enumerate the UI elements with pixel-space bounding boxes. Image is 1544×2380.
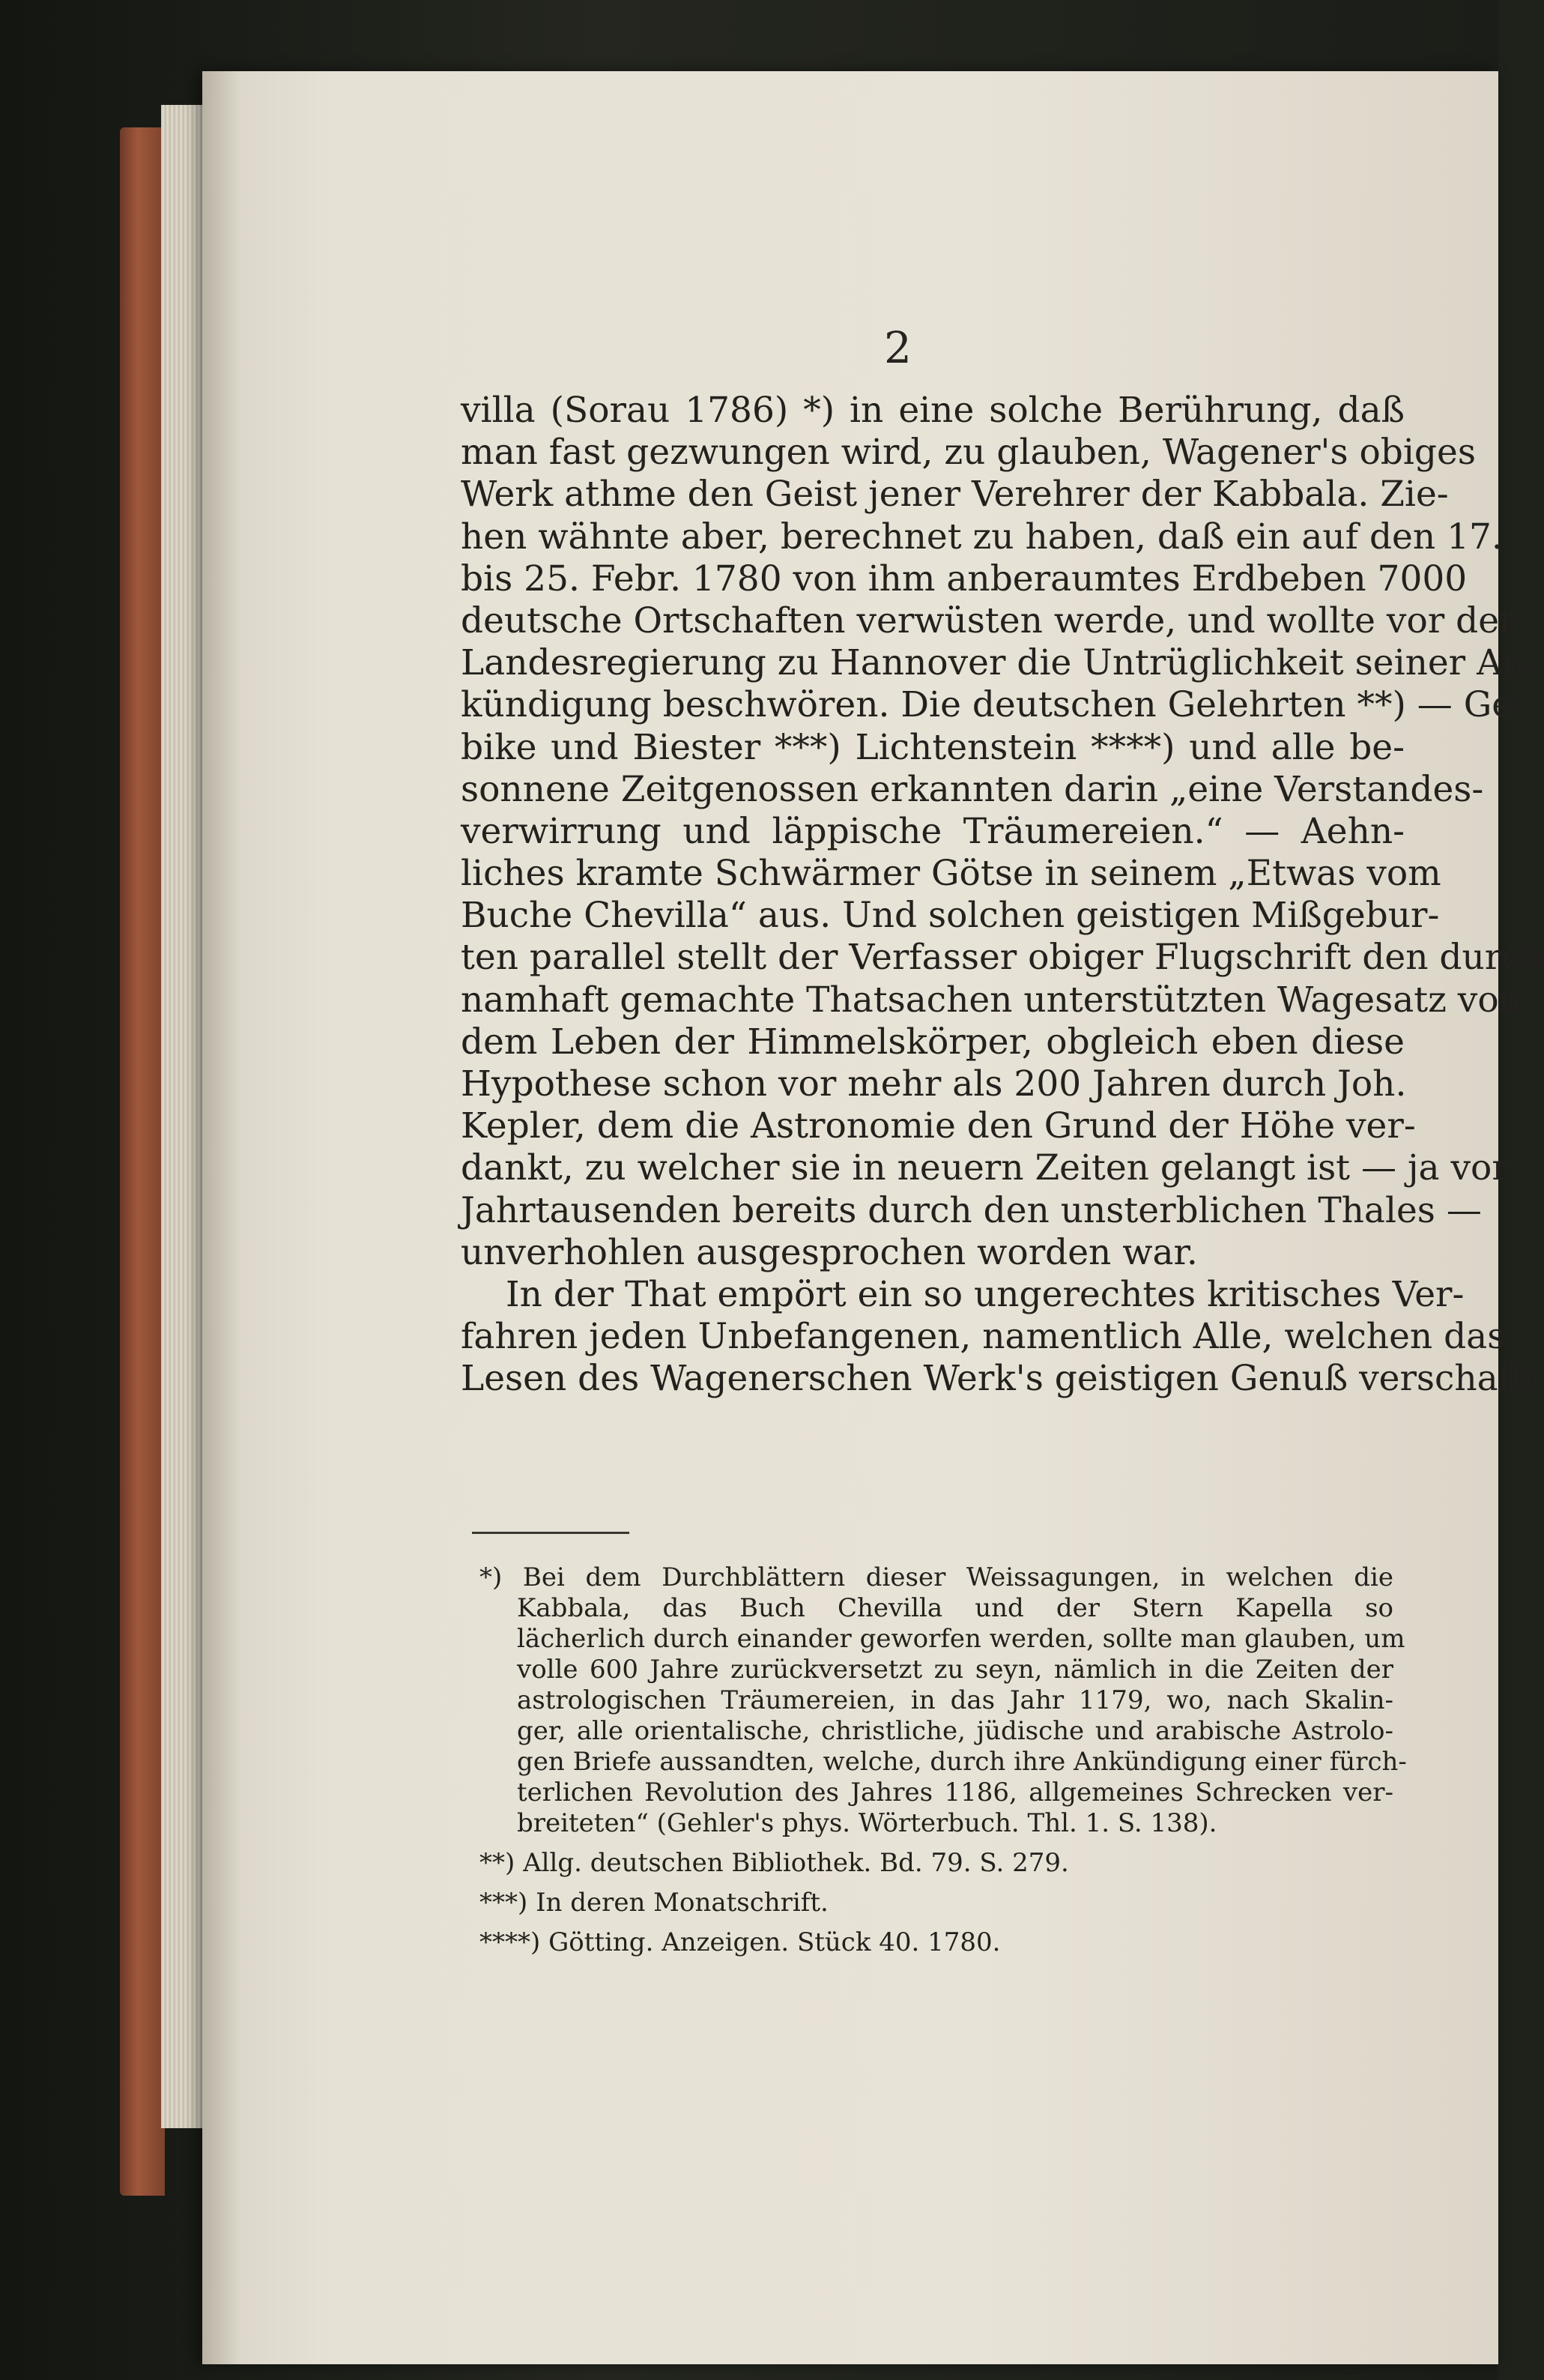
text-line: In der That empört ein so ungerechtes kritisches Ver-	[506, 1273, 1465, 1315]
footnote-4: ****) Götting. Anzeigen. Stück 40. 1780.	[479, 1927, 1001, 1957]
text-line: namhaft gemachte Thatsachen unterstützten Wagesatz von	[461, 979, 1522, 1021]
text-line: bis 25. Febr. 1780 von ihm anberaumtes Erdbeben 7000	[461, 558, 1468, 599]
footnote-line: astrologischen Träumereien, in das Jahr 1179, wo, nach Skalin-	[517, 1685, 1393, 1715]
footnote-line: *) Bei dem Durchblättern dieser Weissagungen, in welchen die	[479, 1562, 1393, 1592]
footnote-line: breiteten“ (Gehler's phys. Wörterbuch. Thl. 1. S. 138).	[517, 1808, 1217, 1838]
text-line: sonnene Zeitgenossen erkannten darin „eine Verstandes-	[461, 768, 1484, 810]
footnote-line: gen Briefe aussandten, welche, durch ihre Ankündigung einer fürch-	[517, 1747, 1407, 1777]
footnote-line: lächerlich durch einander geworfen werden, sollte man glauben, um	[517, 1624, 1405, 1654]
text-line: Lesen des Wagenerschen Werk's geistigen Genuß verschafft	[461, 1358, 1537, 1400]
footnote-line: ger, alle orientalische, christliche, jüdische und arabische Astrolo-	[517, 1716, 1393, 1746]
text-line: kündigung beschwören. Die deutschen Gelehrten **) — Ge-	[461, 684, 1525, 726]
footnote-line: terlichen Revolution des Jahres 1186, allgemeines Schrecken ver-	[517, 1778, 1393, 1807]
main-text	[461, 390, 1544, 1401]
text-line: deutsche Ortschaften verwüsten werde, und wollte vor der	[461, 599, 1516, 641]
text-line: liches kramte Schwärmer Götse in seinem „Etwas vom	[461, 853, 1441, 895]
text-line: Jahrtausenden bereits durch den unsterblichen Thales —	[461, 1189, 1482, 1231]
footnote-2: **) Allg. deutschen Bibliothek. Bd. 79. S. 279.	[479, 1848, 1069, 1878]
book-cover-edge	[120, 127, 165, 2196]
text-line: bike und Biester ***) Lichtenstein ****) und alle be-	[461, 726, 1405, 768]
text-line: ten parallel stellt der Verfasser obiger Flugschrift den durch	[461, 937, 1544, 979]
footnote-line: Kabbala, das Buch Chevilla und der Stern Kapella so	[517, 1593, 1393, 1623]
footnotes	[479, 1562, 1407, 1958]
text-line: Werk athme den Geist jener Verehrer der Kabbala. Zie-	[461, 474, 1449, 516]
text-line: dem Leben der Himmelskörper, obgleich eben diese	[461, 1021, 1405, 1063]
text-line: Buche Chevilla“ aus. Und solchen geistigen Mißgebur-	[461, 895, 1440, 937]
footnote-3: ***) In deren Monatschrift.	[479, 1888, 829, 1918]
text-line: Hypothese schon vor mehr als 200 Jahren durch Joh.	[461, 1063, 1407, 1105]
footnote-divider	[472, 1532, 629, 1534]
text-line: fahren jeden Unbefangenen, namentlich Alle, welchen das	[461, 1316, 1506, 1358]
footnote-line: volle 600 Jahre zurückversetzt zu seyn, nämlich in die Zeiten der	[517, 1655, 1393, 1685]
text-line: verwirrung und läppische Träumereien.“ — Aehn-	[461, 810, 1405, 852]
text-line: dankt, zu welcher sie in neuern Zeiten gelangt ist — ja vor	[461, 1147, 1509, 1189]
text-line: Kepler, dem die Astronomie den Grund der Höhe ver-	[461, 1105, 1416, 1147]
page-number: 2	[884, 322, 912, 373]
text-line: villa (Sorau 1786) *) in eine solche Berührung, daß	[461, 390, 1405, 431]
text-line: man fast gezwungen wird, zu glauben, Wagener's obiges	[461, 432, 1476, 474]
text-line: unverhohlen ausgesprochen worden war.	[461, 1231, 1198, 1273]
text-line: Landesregierung zu Hannover die Untrüglichkeit seiner An-	[461, 642, 1537, 684]
text-line: hen wähnte aber, berechnet zu haben, daß ein auf den 17.	[461, 516, 1503, 558]
